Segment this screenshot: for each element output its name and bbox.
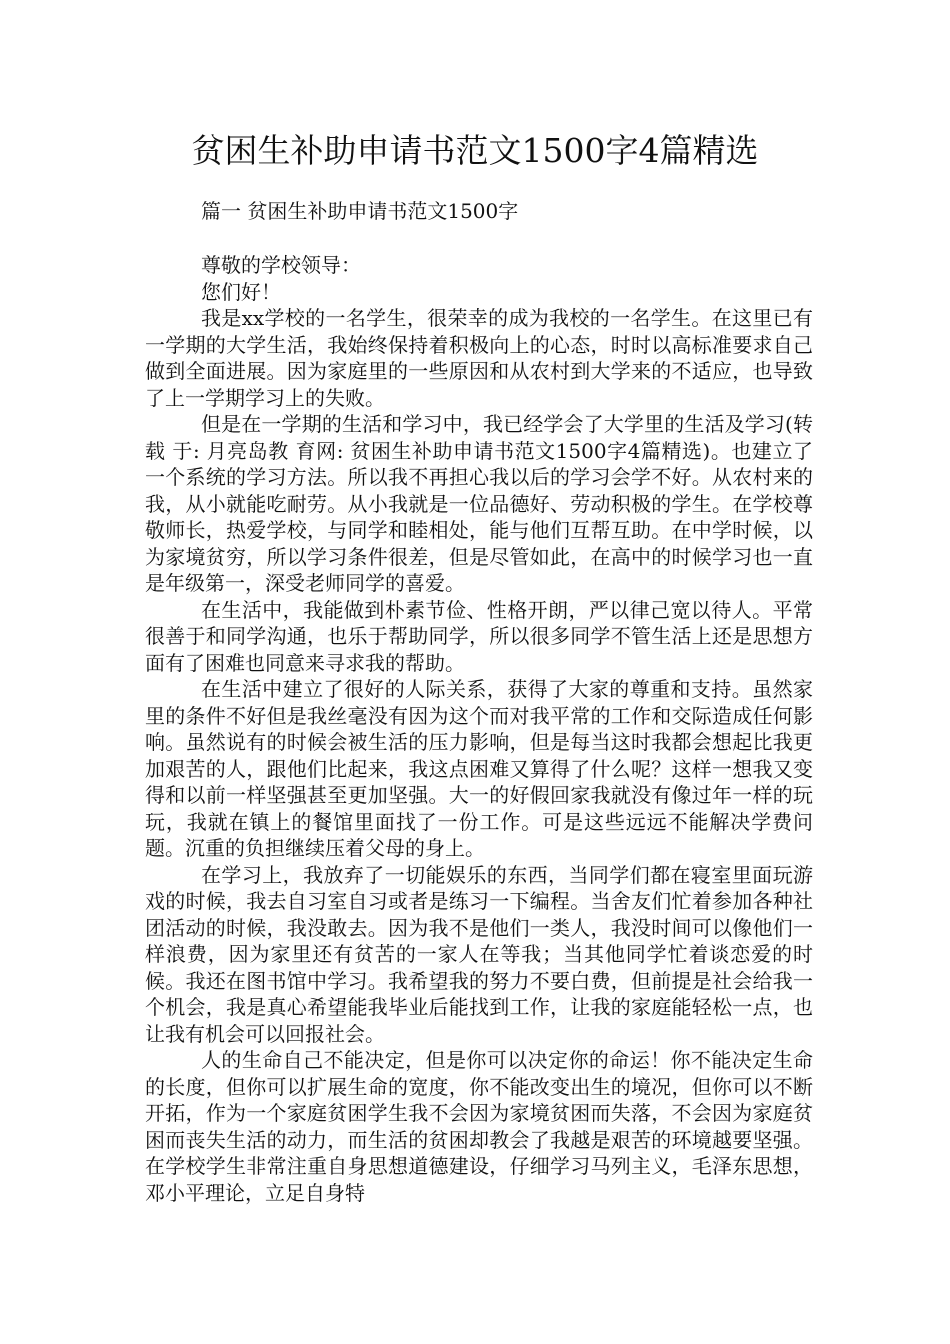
paragraph: 在生活中建立了很好的人际关系，获得了大家的尊重和支持。虽然家里的条件不好但是我丝毫没有因为这个而对我平常的工作和交际造成任何影响。虽然说有的时候会被生活的压力影响，但是每当这时我都会想起比我更加艰苦的人，跟他们比起来，我这点困难又算得了什么呢？这样一想我又变得和以前一样坚强甚至更加坚强。大一的好假回家我就没有像过年一样的玩玩，我就在镇上的餐馆里面找了一份工作。可是这些远远不能解决学费问题。沉重的负担继续压着父母的身上。 bbox=[145, 677, 813, 860]
paragraph: 我是xx学校的一名学生，很荣幸的成为我校的一名学生。在这里已有一学期的大学生活，我始终保持着积极向上的心态，时时以高标准要求自己做到全面进展。因为家庭里的一些原因和从农村到大学来的不适应，也导致了上一学期学习上的失败。 bbox=[145, 306, 813, 410]
paragraph: 在生活中，我能做到朴素节俭、性格开朗，严以律己宽以待人。平常很善于和同学沟通，也乐于帮助同学，所以很多同学不管生活上还是思想方面有了困难也同意来寻求我的帮助。 bbox=[145, 597, 813, 675]
section-heading: 篇一 贫困生补助申请书范文1500字 bbox=[201, 199, 519, 223]
paragraph: 但是在一学期的生活和学习中，我已经学会了大学里的生活及学习(转载 于: 月亮岛教 育网: 贫困生补助申请书范文1500字4篇精选)。也建立了一个系统的学习方法。所以我不再担心我以后的学习会学不好。从农村来的我，从小就能吃耐劳。从小我就是一位品德好、劳动积极的学生。在学校尊敬师长，热爱学校，与同学和睦相处，能与他们互帮互助。在中学时候，以为家境贫穷，所以学习条件很差，但是尽管如此，在高中的时候学习也一直是年级第一，深受老师同学的喜爱。 bbox=[145, 412, 813, 595]
greeting: 您们好！ bbox=[201, 279, 281, 304]
salutation: 尊敬的学校领导： bbox=[201, 253, 361, 277]
paragraph: 在学习上，我放弃了一切能娱乐的东西，当同学们都在寝室里面玩游戏的时候，我去自习室自习或者是练习一下编程。当舍友们忙着参加各种社团活动的时候，我没敢去。因为我不是他们一类人，我没时间可以像他们一样浪费，因为家里还有贫苦的一家人在等我；当其他同学忙着谈恋爱的时候。我还在图书馆中学习。我希望我的努力不要白费，但前提是社会给我一个机会，我是真心希望能我毕业后能找到工作，让我的家庭能轻松一点，也让我有机会可以回报社会。 bbox=[145, 862, 813, 1046]
paragraph: 人的生命自己不能决定，但是你可以决定你的命运！你不能决定生命的长度，但你可以扩展生命的宽度，你不能改变出生的境况，但你可以不断开拓，作为一个家庭贫困学生我不会因为家境贫困而失落，不会因为家庭贫困而丧失生活的动力，而生活的贫困却教会了我越是艰苦的环境越要坚强。在学校学生非常注重自身思想道德建设，仔细学习马列主义，毛泽东思想，邓小平理论，立足自身特 bbox=[145, 1048, 813, 1205]
document-title: 贫困生补助申请书范文1500字4篇精选 bbox=[191, 131, 759, 170]
document-body bbox=[145, 196, 813, 1206]
